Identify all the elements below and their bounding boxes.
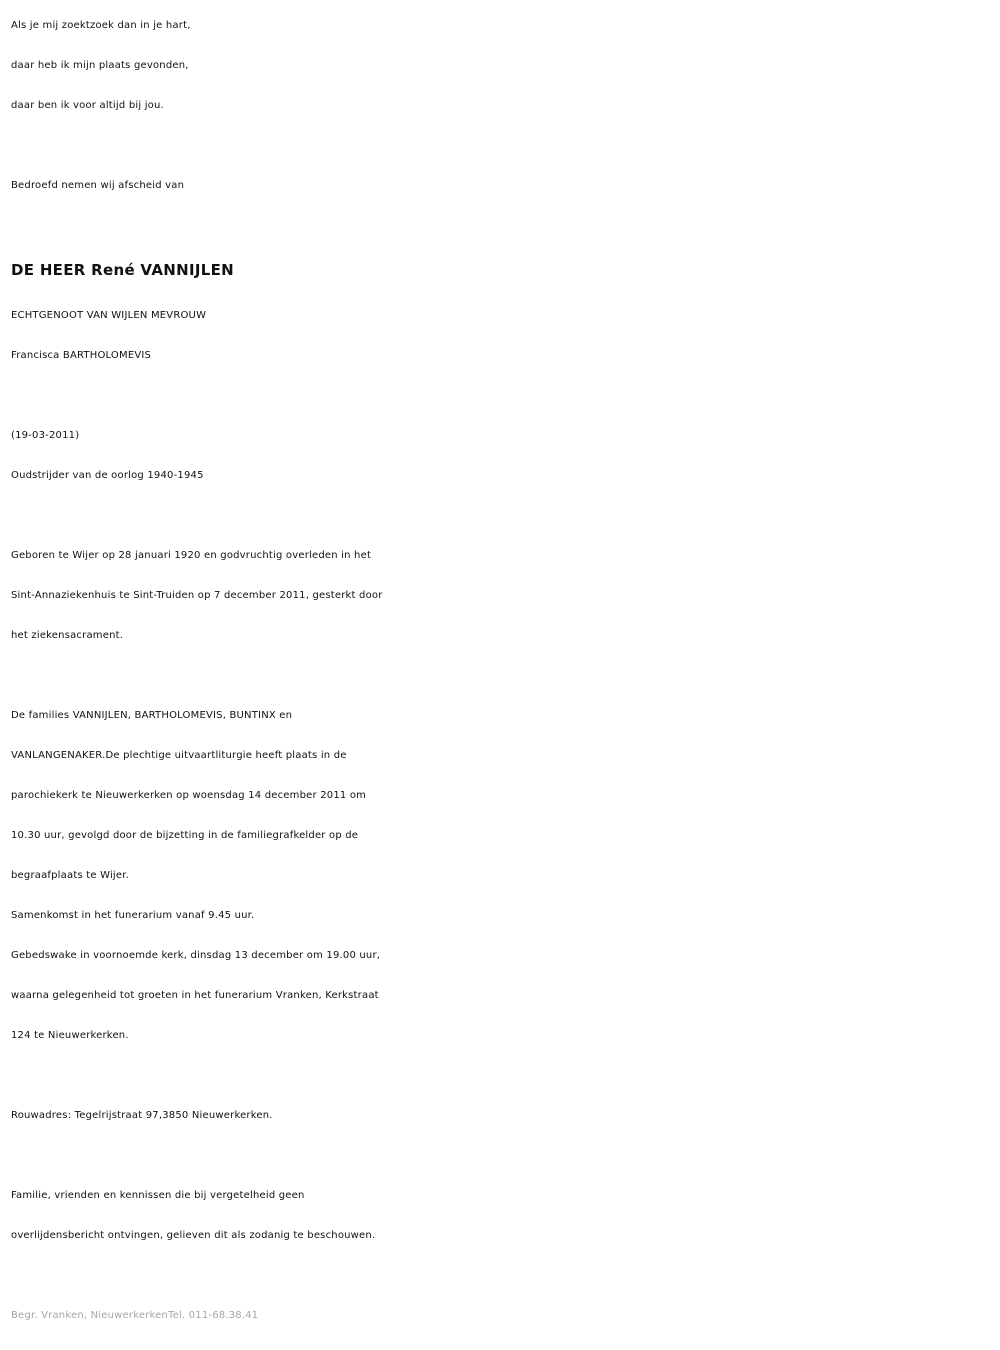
notice-paragraph xyxy=(11,1176,991,1256)
paragraph-line: Geboren te Wijer op 28 januari 1920 en godvruchtig overleden in het xyxy=(11,550,372,561)
spacer xyxy=(11,1056,991,1096)
paragraph-line: 10.30 uur, gevolgd door de bijzetting in de familiegrafkelder op de xyxy=(11,830,359,841)
paragraph-line: het ziekensacrament. xyxy=(11,630,124,641)
birth-death-paragraph xyxy=(11,536,991,656)
spouse-line: ECHTGENOOT VAN WIJLEN MEVROUW xyxy=(11,310,207,321)
mourning-address: Rouwadres: Tegelrijstraat 97,3850 Nieuwerkerken. xyxy=(11,1110,273,1121)
funeral-home-footer: Begr. Vranken, NieuwerkerkenTel. 011-68.38.41 xyxy=(11,1310,259,1321)
spacer xyxy=(11,656,991,696)
intro-text: Bedroefd nemen wij afscheid van xyxy=(11,180,185,191)
poem-line: daar heb ik mijn plaats gevonden, xyxy=(11,60,189,71)
paragraph-line: VANLANGENAKER.De plechtige uitvaartliturgie heeft plaats in de xyxy=(11,750,347,761)
paragraph-line: Sint-Annaziekenhuis te Sint-Truiden op 7 december 2011, gesterkt door xyxy=(11,590,383,601)
deceased-name: DE HEER René VANNIJLEN xyxy=(11,261,234,279)
paragraph-line: Familie, vrienden en kennissen die bij vergetelheid geen xyxy=(11,1190,305,1201)
spacer xyxy=(11,126,991,166)
paragraph-line: begraafplaats te Wijer. xyxy=(11,870,130,881)
spacer xyxy=(11,496,991,536)
paragraph-line: overlijdensbericht ontvingen, gelieven dit als zodanig te beschouwen. xyxy=(11,1230,376,1241)
paragraph-line: 124 te Nieuwerkerken. xyxy=(11,1030,129,1041)
paragraph-line: Samenkomst in het funerarium vanaf 9.45 uur. xyxy=(11,910,255,921)
spouse-date: (19-03-2011) xyxy=(11,430,80,441)
paragraph-line: De families VANNIJLEN, BARTHOLOMEVIS, BUNTINX en xyxy=(11,710,293,721)
paragraph-line: parochiekerk te Nieuwerkerken op woensdag 14 december 2011 om xyxy=(11,790,367,801)
poem-line: Als je mij zoektzoek dan in je hart, xyxy=(11,20,191,31)
spouse-info xyxy=(11,296,991,376)
spacer xyxy=(11,376,991,416)
paragraph-line: Gebedswake in voornoemde kerk, dinsdag 13 december om 19.00 uur, xyxy=(11,950,381,961)
obituary-notice xyxy=(11,6,991,1336)
ceremony-paragraph xyxy=(11,696,991,1056)
spacer xyxy=(11,1256,991,1296)
poem xyxy=(11,6,991,126)
deceased-title: Oudstrijder van de oorlog 1940-1945 xyxy=(11,470,204,481)
spouse-line: Francisca BARTHOLOMEVIS xyxy=(11,350,152,361)
spacer xyxy=(11,206,991,246)
paragraph-line: waarna gelegenheid tot groeten in het funerarium Vranken, Kerkstraat xyxy=(11,990,379,1001)
poem-line: daar ben ik voor altijd bij jou. xyxy=(11,100,164,111)
spacer xyxy=(11,1136,991,1176)
